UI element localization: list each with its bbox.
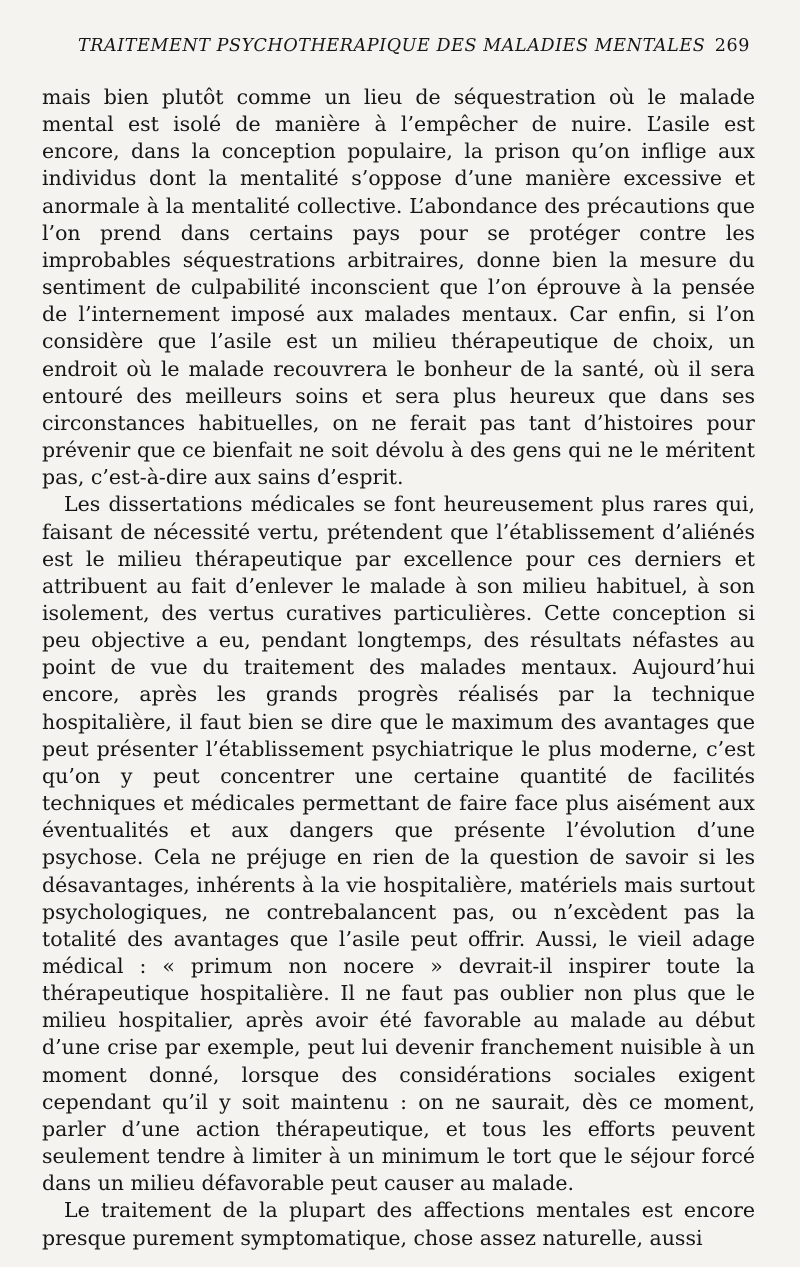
paragraph: Les dissertations médicales se font heureusement plus rares qui, faisant de nécessité vertu, prétendent que l’établissement d’aliénés est le milieu thérapeutique par excellence pour ces derniers et attribuent au fait d’enlever le malade à son milieu habituel, à son isolement, des vertus curatives particulières. Cette conception si peu objective a eu, pendant longtemps, des résultats néfastes au point de vue du traitement des malades mentaux. Aujourd’hui encore, après les grands progrès réalisés par la technique hospitalière, il faut bien se dire que le maximum des avantages que peut présenter l’établissement psychiatrique le plus moderne, c’est qu’on y peut concentrer une certaine quantité de facilités techniques et médicales permettant de faire face plus aisément aux éventualités et aux dangers que présente l’évolution d’une psychose. Cela ne préjuge en rien de la question de savoir si les désavantages, inhérents à la vie hospitalière, matériels mais surtout psychologiques, ne contrebalancent pas, ou n’excèdent pas la totalité des avantages que l’asile peut offrir. Aussi, le vieil adage médical : « primum non nocere » devrait-il inspirer toute la thérapeutique hospitalière. Il ne faut pas oublier non plus que le milieu hospitalier, après avoir été favorable au malade au début d’une crise par exemple, peut lui devenir franchement nuisible à un moment donné, lorsque des considérations sociales exigent cependant qu’il y soit maintenu : on ne saurait, dès ce moment, parler d’une action thérapeutique, et tous les efforts peuvent seulement tendre à limiter à un minimum le tort que le séjour forcé dans un milieu défavorable peut causer au malade. (42, 492, 755, 1196)
running-title: TRAITEMENT PSYCHOTHERAPIQUE DES MALADIES MENTALES (78, 36, 706, 56)
paragraph-last: Le traitement de la plupart des affections mentales est encore presque purement symptomatique, chose assez naturelle, aussi (42, 1198, 755, 1250)
page-body (42, 84, 755, 1252)
page-number: 269 (714, 36, 750, 56)
running-header (78, 36, 750, 62)
paragraph-continued: mais bien plutôt comme un lieu de séquestration où le malade mental est isolé de manière à l’empêcher de nuire. L’asile est encore, dans la conception populaire, la prison qu’on inflige aux individus dont la mentalité s’oppose d’une manière excessive et anormale à la mentalité collective. L’abondance des précautions que l’on prend dans certains pays pour se protéger contre les improbables séquestrations arbitraires, donne bien la mesure du sentiment de culpabilité inconscient que l’on éprouve à la pensée de l’internement imposé aux malades mentaux. Car enfin, si l’on considère que l’asile est un milieu thérapeutique de choix, un endroit où le malade recouvrera le bonheur de la santé, où il sera entouré des meilleurs soins et sera plus heureux que dans ses circonstances habituelles, on ne ferait pas tant d’histoires pour prévenir que ce bienfait ne soit dévolu à des gens qui ne le méritent pas, c’est-à-dire aux sains d’esprit. (42, 85, 755, 490)
